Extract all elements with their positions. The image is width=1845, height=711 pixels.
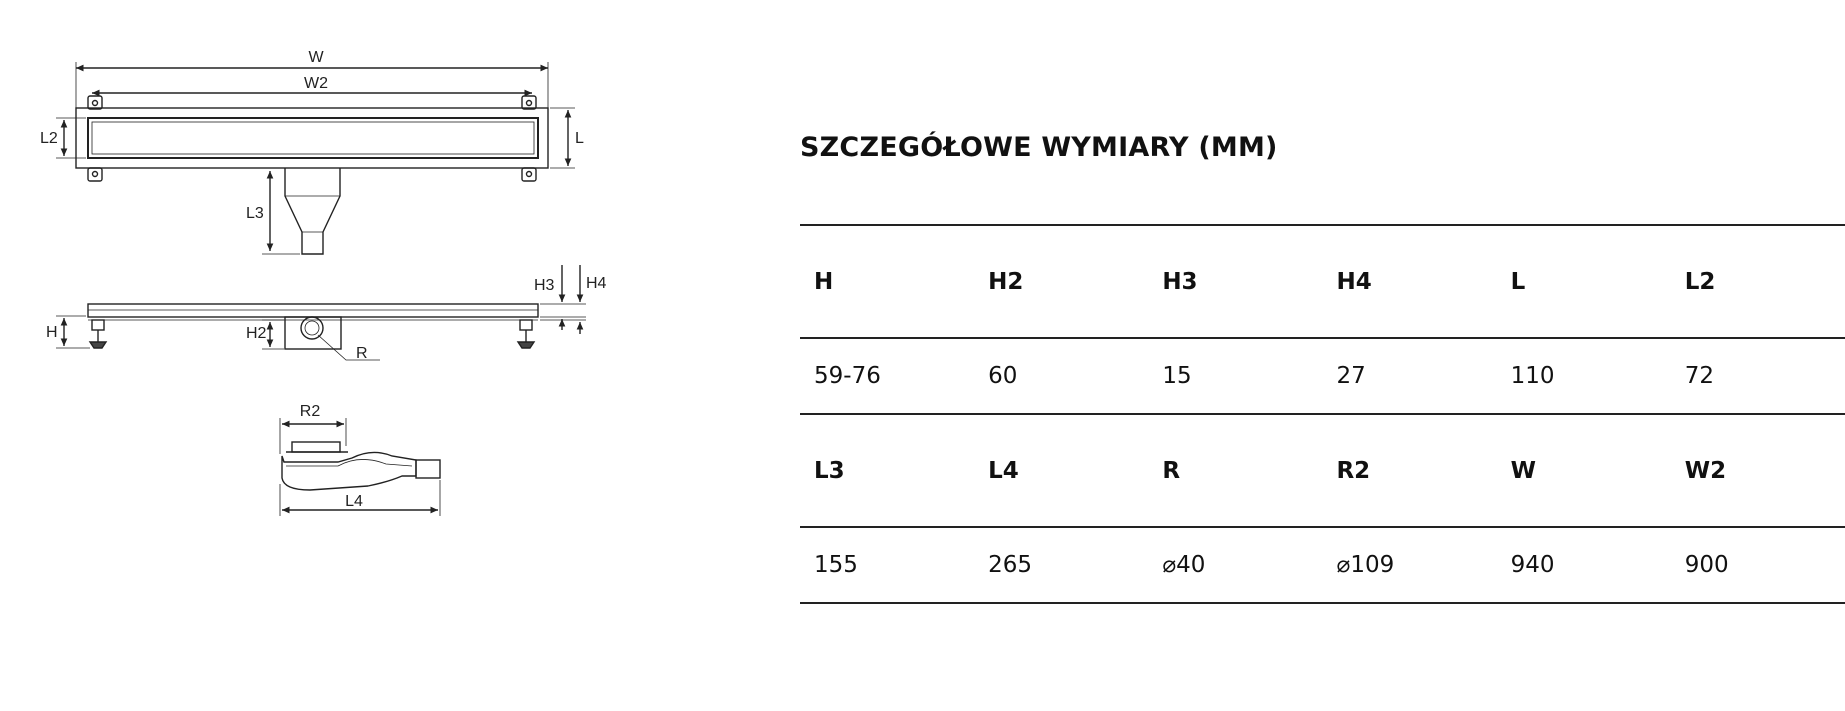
header-cell: R2	[1322, 414, 1496, 527]
value-cell: ⌀40	[1148, 527, 1322, 603]
value-cell: 110	[1497, 338, 1671, 414]
dimensions-section	[800, 130, 1845, 604]
value-cell: 265	[974, 527, 1148, 603]
dimensions-table	[800, 224, 1845, 604]
table-row	[800, 414, 1845, 527]
label-w2: W2	[304, 75, 328, 92]
value-cell: 60	[974, 338, 1148, 414]
label-h3: H3	[534, 277, 555, 294]
label-r: R	[356, 345, 368, 362]
value-cell: 72	[1671, 338, 1845, 414]
header-cell: R	[1148, 414, 1322, 527]
table-row	[800, 225, 1845, 338]
technical-drawing	[0, 0, 607, 620]
value-cell: 940	[1497, 527, 1671, 603]
label-w: W	[308, 49, 324, 66]
table-row	[800, 338, 1845, 414]
header-cell: H4	[1322, 225, 1496, 338]
table-row	[800, 527, 1845, 603]
value-cell: 900	[1671, 527, 1845, 603]
header-cell: W	[1497, 414, 1671, 527]
header-cell: L2	[1671, 225, 1845, 338]
header-cell: H	[800, 225, 974, 338]
label-h: H	[46, 324, 58, 341]
header-cell: L4	[974, 414, 1148, 527]
label-l2: L2	[40, 130, 58, 147]
value-cell: 59-76	[800, 338, 974, 414]
label-r2: R2	[299, 403, 321, 420]
label-h4: H4	[586, 275, 607, 292]
label-l: L	[575, 130, 584, 147]
header-cell: H2	[974, 225, 1148, 338]
header-cell: L	[1497, 225, 1671, 338]
label-l4: L4	[345, 493, 363, 510]
header-cell: L3	[800, 414, 974, 527]
header-cell: H3	[1148, 225, 1322, 338]
label-h2: H2	[246, 325, 267, 342]
label-l3: L3	[246, 205, 264, 222]
section-title: SZCZEGÓŁOWE WYMIARY (MM)	[800, 132, 1278, 163]
value-cell: 15	[1148, 338, 1322, 414]
value-cell: 27	[1322, 338, 1496, 414]
header-cell: W2	[1671, 414, 1845, 527]
side-view	[56, 265, 586, 360]
value-cell: 155	[800, 527, 974, 603]
value-cell: ⌀109	[1322, 527, 1496, 603]
